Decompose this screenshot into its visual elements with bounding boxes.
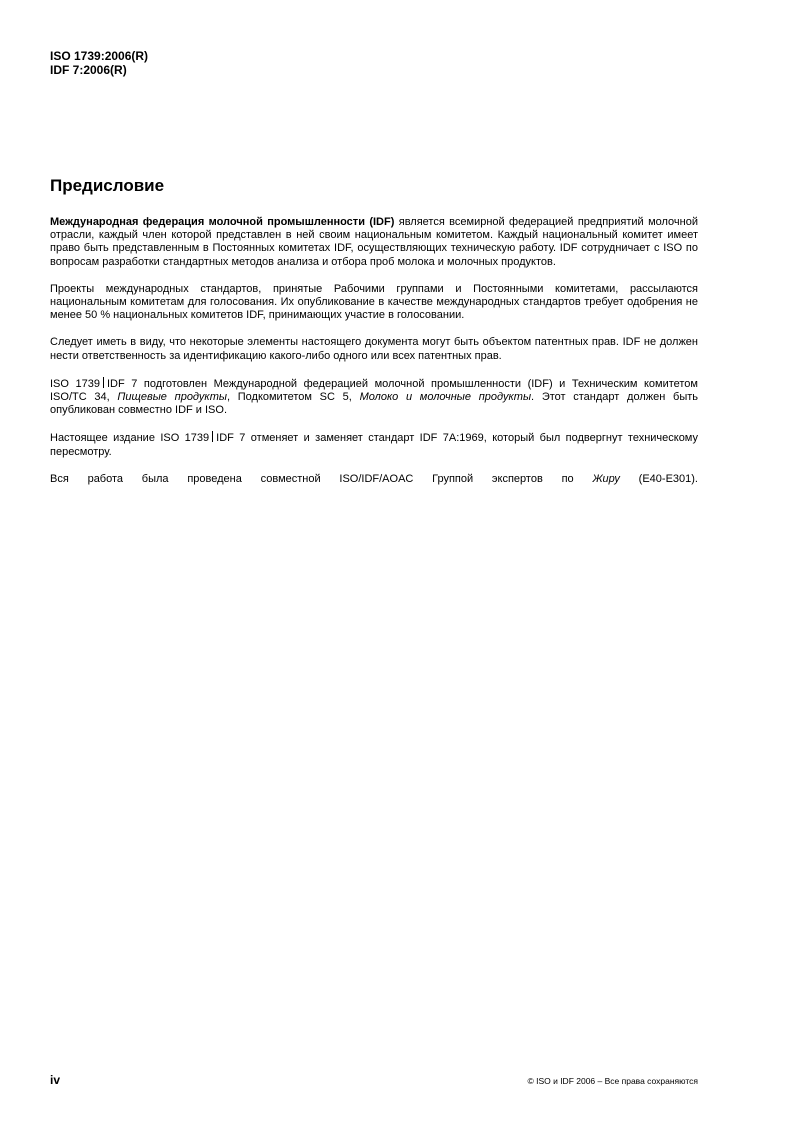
p4-italic-food: Пищевые продукты (117, 391, 227, 404)
p6-text-2: (E40-E301). (619, 472, 698, 485)
page-title: Предисловие (50, 176, 165, 195)
document-header (50, 49, 148, 77)
foreword-body (50, 216, 698, 500)
paragraph-4 (50, 377, 698, 418)
paragraph-2: Проекты международных стандартов, принятые Рабочими группами и Постоянными комитетами, рассылаются национальным комитетам для голосования. Их опубликование в качестве международных стандартов требует одобрения не менее 50 % национальных комитетов IDF, принимающих участие в голосовании. (50, 282, 698, 322)
paragraph-3: Следует иметь в виду, что некоторые элементы настоящего документа могут быть объектом патентных прав. IDF не должен нести ответственность за идентификацию какого-либо одного или всех патентных прав. (50, 336, 698, 362)
paragraph-5 (50, 431, 698, 458)
p4-italic-milk: Молоко и молочные продукты (359, 391, 532, 404)
standard-number-idf: IDF 7:2006(R) (50, 63, 127, 77)
copyright-notice: © ISO и IDF 2006 – Все права сохраняются (527, 1076, 698, 1086)
paragraph-6 (50, 473, 698, 486)
p6-italic-fat: Жиру (592, 472, 620, 485)
paragraph-1 (50, 216, 698, 269)
standard-number-iso: ISO 1739:2006(R) (50, 49, 149, 63)
idf-name-bold: Международная федерация молочной промышленности (IDF) (50, 216, 395, 228)
paragraph-1-text: является всемирной федерацией предприятий молочной отрасли, каждый член которой представлен в ней своим национальным комитетом. Каждый национальный комитет имеет право быть представленным в Постоянных комитетах IDF, осуществляющих техническую работу. IDF сотрудничает с ISO по вопросам разработки стандартных методов анализа и отбора проб молока и молочных продуктов. (50, 216, 698, 268)
p5-text-2: IDF 7 отменяет и заменяет стандарт IDF 7A:1969, который был подвергнут техническому пересмотру. (50, 432, 698, 458)
page-number: iv (50, 1073, 61, 1087)
p4-text-3: . Этот стандарт должен быть опубликован совместно IDF и ISO. (50, 391, 699, 417)
p4-text-2: , Подкомитетом SC 5, (226, 391, 360, 404)
separator-bar (212, 431, 213, 442)
separator-bar (103, 377, 104, 388)
p6-text-1: Вся работа была проведена совместной ISO/IDF/AOAC Группой экспертов по (50, 472, 593, 485)
p5-text-1: Настоящее издание ISO 1739 (50, 432, 210, 445)
p4-text-1: IDF 7 подготовлен Международной федерацией молочной промышленности (IDF) и Техническим комитетом ISO/TC 34, (50, 377, 698, 404)
p4-iso-ref: ISO 1739 (50, 377, 100, 390)
